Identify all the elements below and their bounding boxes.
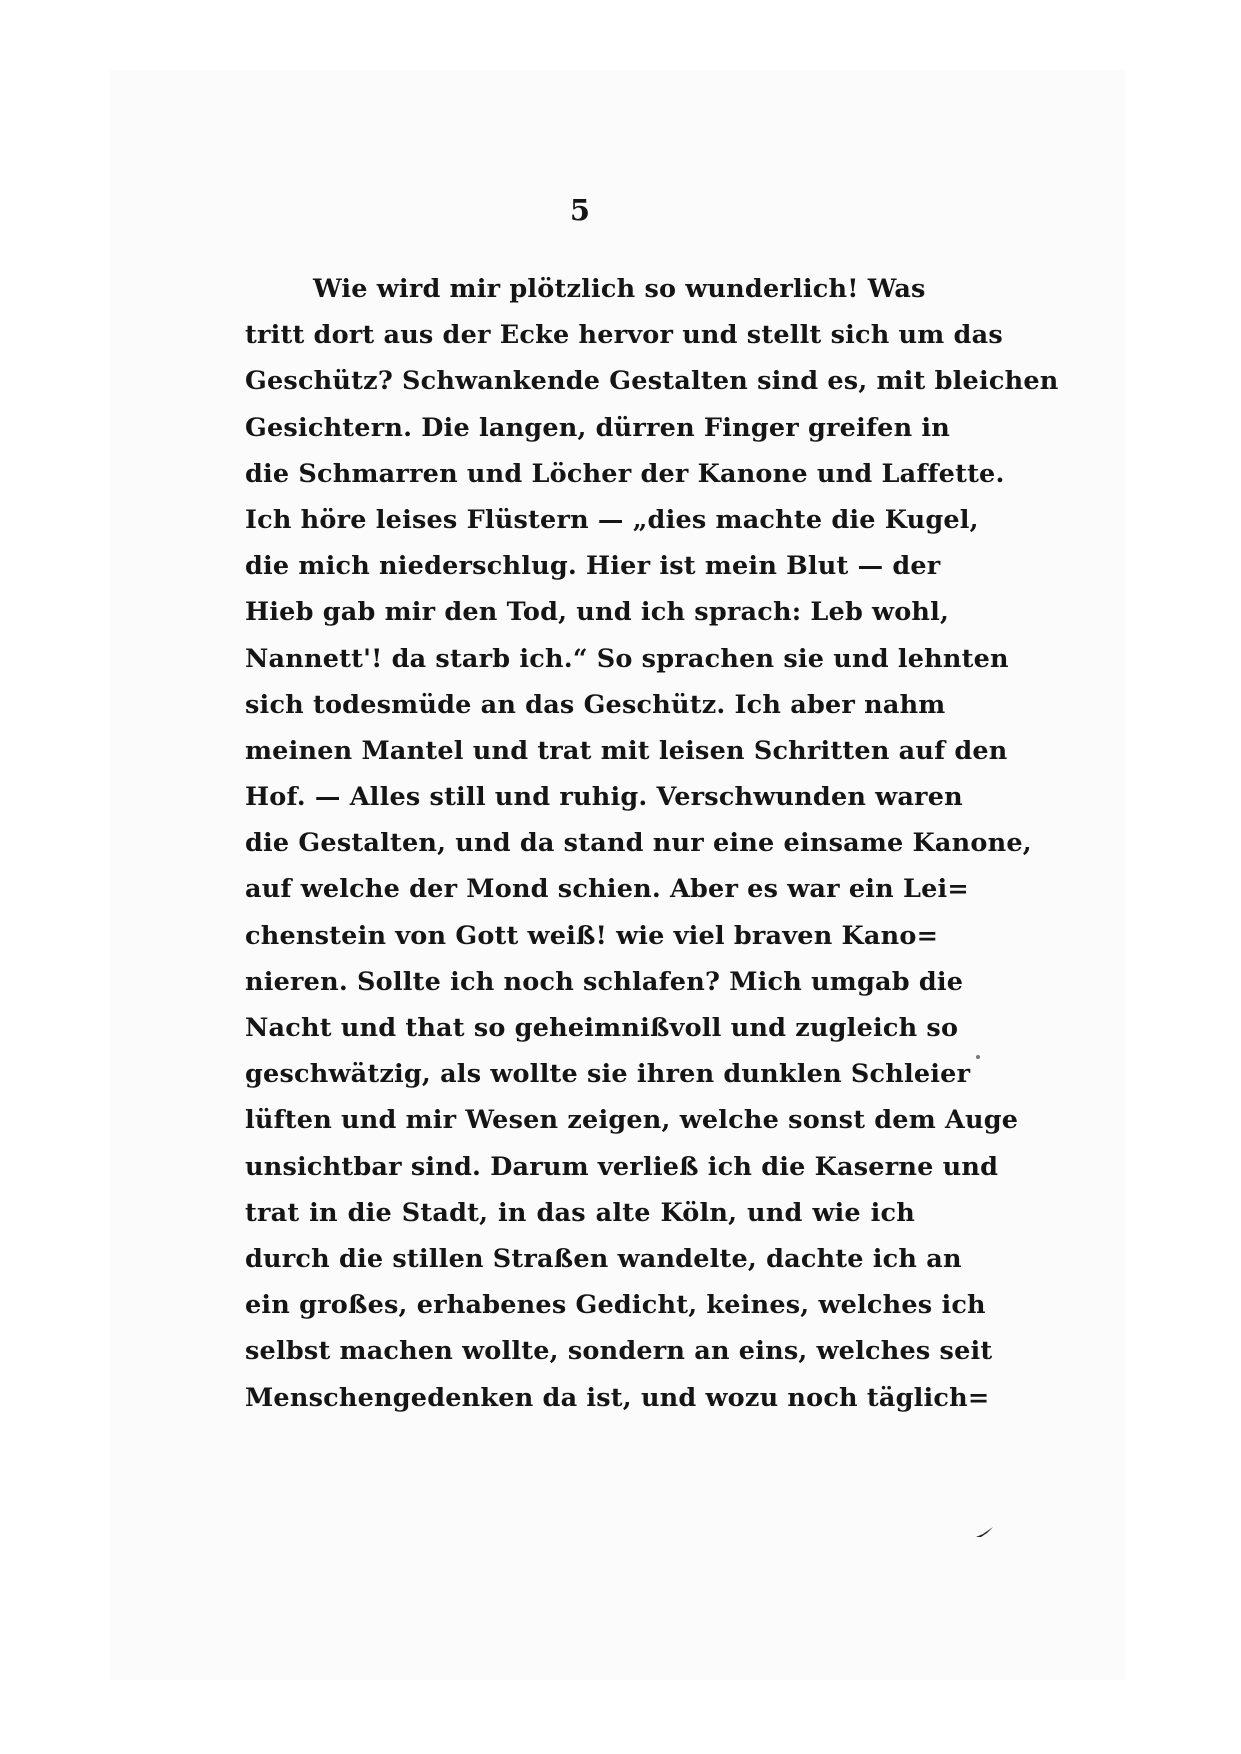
- text-line: chenstein von Gott weiß! wie viel braven Kano=: [245, 920, 939, 951]
- text-line: meinen Mantel und trat mit leisen Schritten auf den: [245, 735, 1008, 766]
- text-line: Wie wird mir plötzlich so wunderlich! Was: [313, 274, 926, 304]
- text-line: die Schmarren und Löcher der Kanone und Laffette.: [245, 458, 1005, 489]
- text-line: selbst machen wollte, sondern an eins, welches seit: [245, 1336, 993, 1367]
- text-line: Hieb gab mir den Tod, und ich sprach: Leb wohl,: [245, 597, 950, 628]
- text-line: unsichtbar sind. Darum verließ ich die Kaserne und: [245, 1151, 999, 1182]
- text-line: Geschütz? Schwankende Gestalten sind es, mit bleichen: [245, 366, 1059, 397]
- text-line: trat in die Stadt, in das alte Köln, und wie ich: [245, 1197, 915, 1228]
- text-line: geschwätzig, als wollte sie ihren dunklen Schleier: [245, 1059, 971, 1090]
- text-line: durch die stillen Straßen wandelte, dachte ich an: [245, 1243, 962, 1274]
- text-line: lüften und mir Wesen zeigen, welche sonst dem Auge: [245, 1105, 1019, 1136]
- text-line: Ich höre leises Flüstern — „dies machte die Kugel,: [245, 504, 979, 535]
- text-line: Nacht und that so geheimnißvoll und zugleich so: [245, 1013, 959, 1043]
- text-line: sich todesmüde an das Geschütz. Ich aber nahm: [245, 689, 946, 720]
- text-line: auf welche der Mond schien. Aber es war ein Lei=: [245, 874, 969, 905]
- text-line: die mich niederschlug. Hier ist mein Blut — der: [245, 551, 941, 582]
- text-line: tritt dort aus der Ecke hervor und stellt sich um das: [245, 320, 1003, 351]
- text-line: Hof. — Alles still und ruhig. Verschwunden waren: [245, 782, 963, 813]
- text-line: nieren. Sollte ich noch schlafen? Mich umgab die: [245, 966, 964, 997]
- scan-speck: [976, 1055, 980, 1059]
- text-line: Gesichtern. Die langen, dürren Finger greifen in: [245, 412, 951, 443]
- text-line: ein großes, erhabenes Gedicht, keines, welches ich: [245, 1290, 986, 1321]
- body-text: [245, 266, 1059, 1421]
- text-line: Nannett'! da starb ich.“ So sprachen sie und lehnten: [245, 643, 1009, 674]
- text-line: Menschengedenken da ist, und wozu noch täglich=: [245, 1382, 990, 1413]
- text-line: die Gestalten, und da stand nur eine einsame Kanone,: [245, 828, 1032, 859]
- page-number: 5: [569, 193, 591, 227]
- scan-mark: [975, 1525, 995, 1539]
